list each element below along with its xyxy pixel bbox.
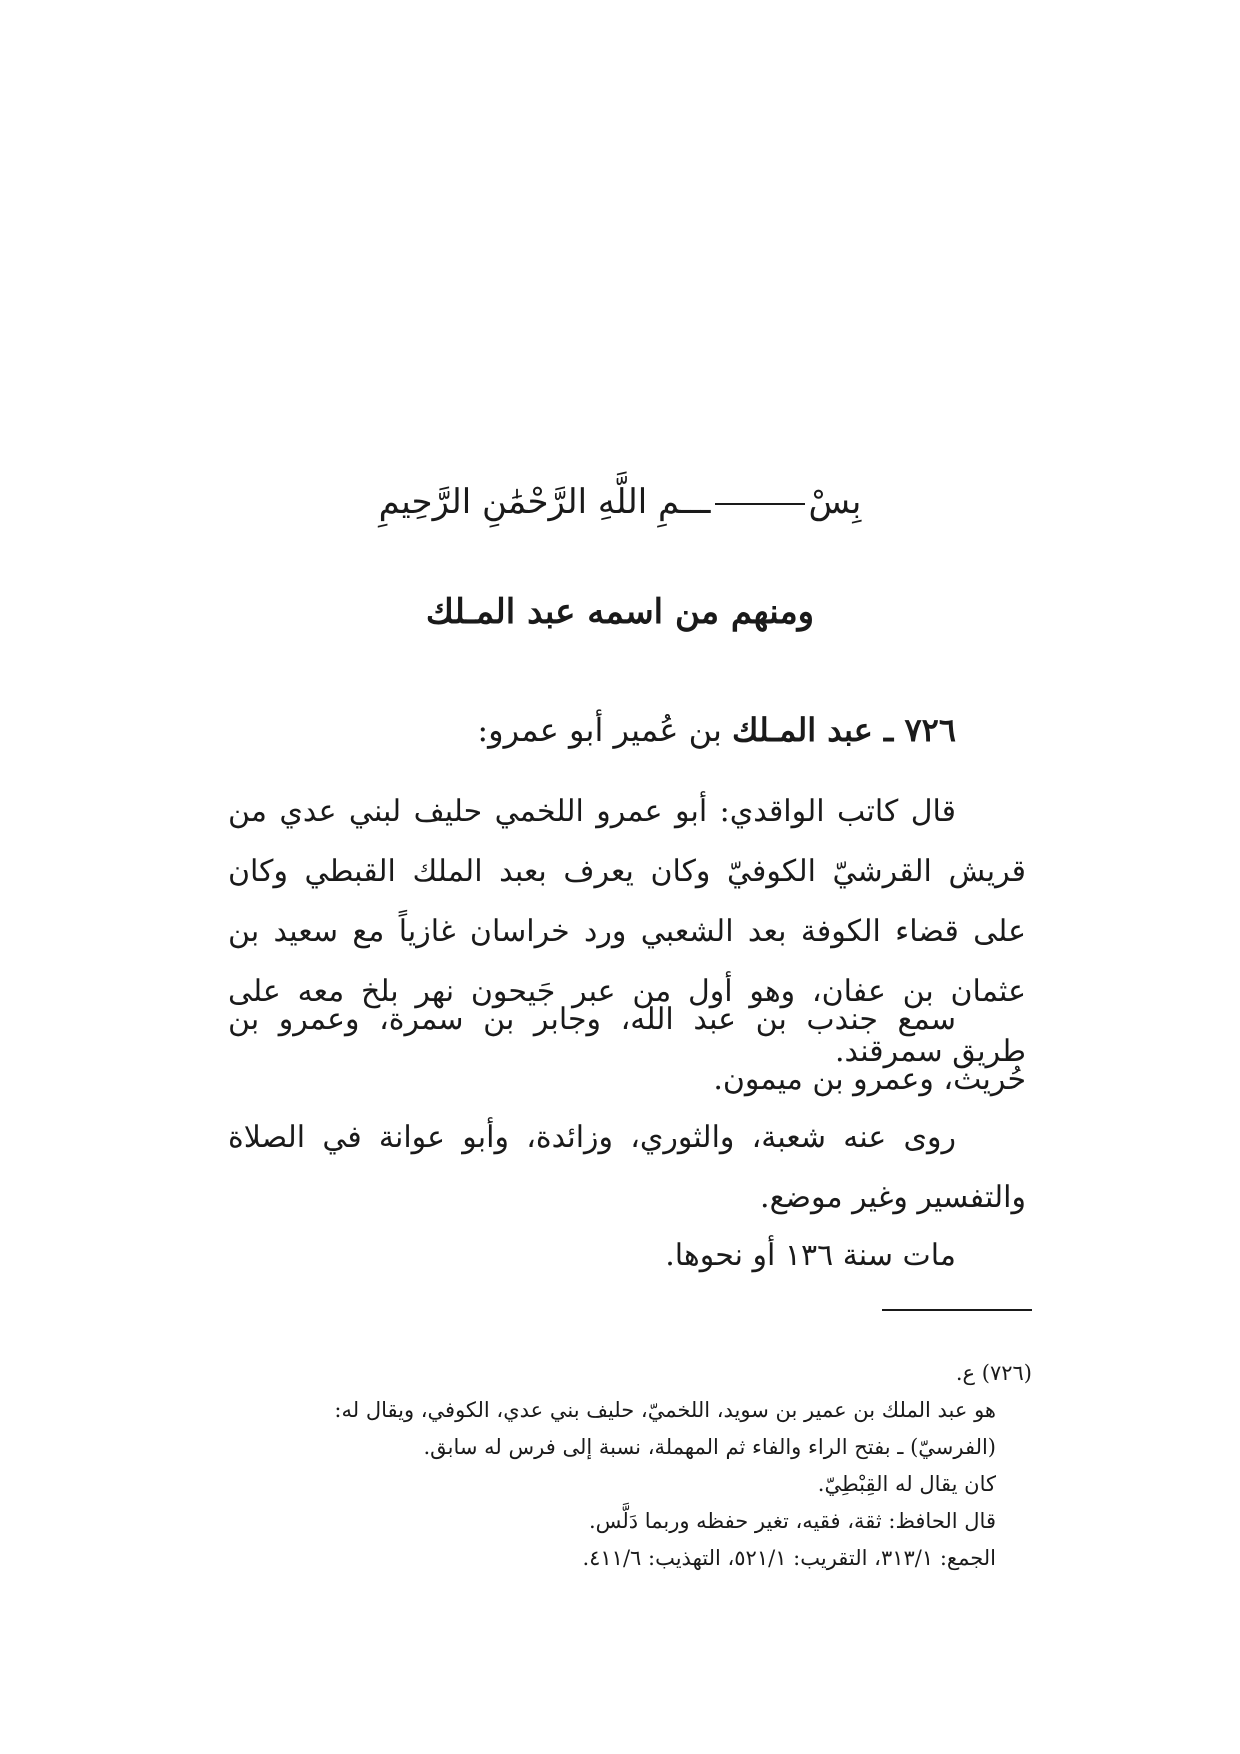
entry-paragraph-2	[228, 990, 1026, 1110]
paragraph-text: سمع جندب بن عبد الله، وجابر بن سمرة، وعمرو بن حُريث، وعمرو بن ميمون.	[228, 1002, 1026, 1097]
paragraph-text: مات سنة ١٣٦ أو نحوها.	[665, 1238, 956, 1273]
footnote-divider	[882, 1309, 1032, 1311]
entry-paragraph-3	[228, 1108, 1026, 1228]
entry-number-name: ٧٢٦ ـ عبد المـلك	[732, 711, 956, 749]
footnote-line	[220, 1503, 1032, 1540]
section-title: ومنهم من اسمه عبد المـلك	[425, 592, 815, 632]
basmala-kashida	[715, 503, 805, 505]
entry-paragraph-4	[228, 1226, 1026, 1286]
entry-heading-rest: بن عُمير أبو عمرو:	[477, 711, 733, 749]
footnote-line	[220, 1466, 1032, 1503]
paragraph-text: روى عنه شعبة، والثوري، وزائدة، وأبو عوانة في الصلاة والتفسير وغير موضع.	[228, 1120, 1026, 1215]
footnote-line	[220, 1540, 1032, 1577]
footnote-text: قال الحافظ: ثقة، فقيه، تغير حفظه وربما دَلَّس.	[588, 1509, 996, 1533]
paragraph-text: قال كاتب الواقدي: أبو عمرو اللخمي حليف لبني عدي من قريش القرشيّ الكوفيّ وكان يعرف بعبد الملك القبطي وكان على قضاء الكوفة بعد الشعبي ورد خراسان غازياً مع سعيد بن عثمان بن عفان، وهو أول من عبر جَيحون نهر بلخ معه على طريق سمرقند.	[228, 794, 1026, 1069]
basmala-head: بِسْ	[808, 482, 862, 522]
entry-heading	[228, 700, 1026, 760]
footnote-text: (الفرسيّ) ـ بفتح الراء والفاء ثم المهملة، نسبة إلى فرس له سابق.	[423, 1435, 996, 1459]
footnote-text: كان يقال له القِبْطِيّ.	[817, 1472, 996, 1496]
footnotes	[220, 1355, 1032, 1577]
basmala-ornament	[0, 482, 1240, 522]
footnote-line	[220, 1392, 1032, 1429]
footnote-line	[220, 1429, 1032, 1466]
footnote-text: الجمع: ٣١٣/١، التقريب: ٥٢١/١، التهذيب: ٤١١/٦.	[582, 1546, 996, 1570]
footnote-marker: (٧٢٦) ع.	[955, 1361, 1032, 1385]
basmala-tail: ـــمِ اللَّهِ الرَّحْمَٰنِ الرَّحِيمِ	[378, 482, 711, 522]
footnote-text: هو عبد الملك بن عمير بن سويد، اللخميّ، حليف بني عدي، الكوفي، ويقال له:	[334, 1398, 996, 1422]
